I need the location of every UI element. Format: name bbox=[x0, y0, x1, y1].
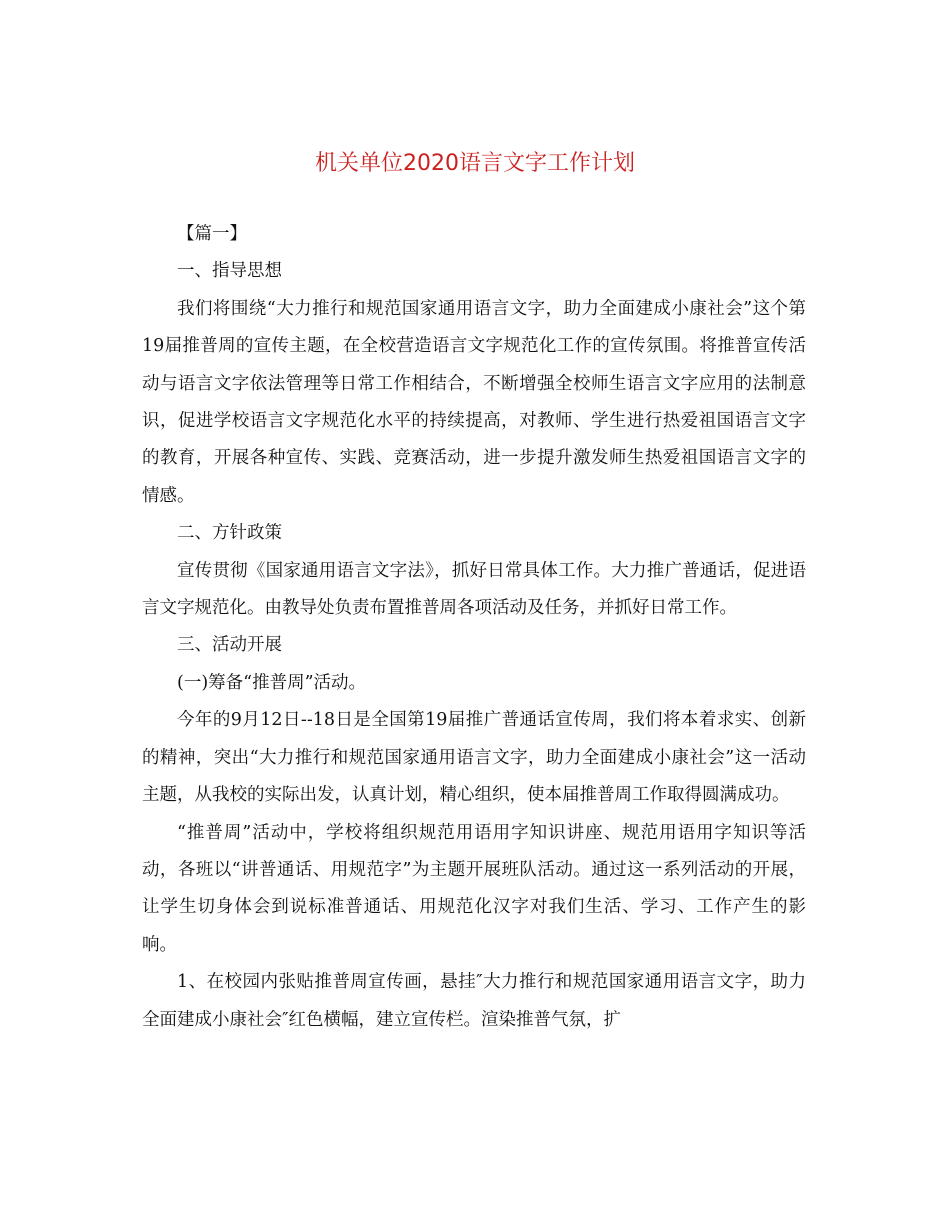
section-heading: 二、方针政策 bbox=[177, 523, 282, 544]
body-paragraph: 1、在校园内张贴推普周宣传画，悬挂″大力推行和规范国家通用语言文字，助力全面建成小康社会″红色横幅，建立宣传栏。渲染推普气氛，扩 bbox=[142, 972, 806, 1030]
section-label: 【篇一】 bbox=[177, 224, 247, 244]
section-heading: 三、活动开展 bbox=[177, 635, 282, 656]
body-paragraph: 今年的9月12日--18日是全国第19届推广普通话宣传周，我们将本着求实、创新的精神，突出“大力推行和规范国家通用语言文字，助力全面建成小康社会”这一活动主题，从我校的实际出发，认真计划，精心组织，使本届推普周工作取得圆满成功。 bbox=[142, 710, 806, 806]
body-paragraph: 宣传贯彻《国家通用语言文字法》，抓好日常具体工作。大力推广普通话，促进语言文字规范化。由教导处负责布置推普周各项活动及任务，并抓好日常工作。 bbox=[142, 560, 806, 619]
document-title: 机关单位2020语言文字工作计划 bbox=[315, 150, 635, 176]
section-heading: 一、指导思想 bbox=[177, 261, 282, 282]
document-body bbox=[142, 216, 806, 1039]
subsection-heading: (一)筹备“推普周”活动。 bbox=[177, 672, 367, 693]
body-paragraph: 我们将围绕“大力推行和规范国家通用语言文字，助力全面建成小康社会”这个第19届推普周的宣传主题，在全校营造语言文字规范化工作的宣传氛围。将推普宣传活动与语言文字依法管理等日常工作相结合，不断增强全校师生语言文字应用的法制意识，促进学校语言文字规范化水平的持续提高，对教师、学生进行热爱祖国语言文字的教育，开展各种宣传、实践、竞赛活动，进一步提升激发师生热爱祖国语言文字的情感。 bbox=[142, 298, 806, 506]
body-paragraph: “推普周”活动中，学校将组织规范用语用字知识讲座、规范用语用字知识等活动，各班以“讲普通话、用规范字”为主题开展班队活动。通过这一系列活动的开展，让学生切身体会到说标准普通话、用规范化汉字对我们生活、学习、工作产生的影响。 bbox=[142, 822, 806, 955]
